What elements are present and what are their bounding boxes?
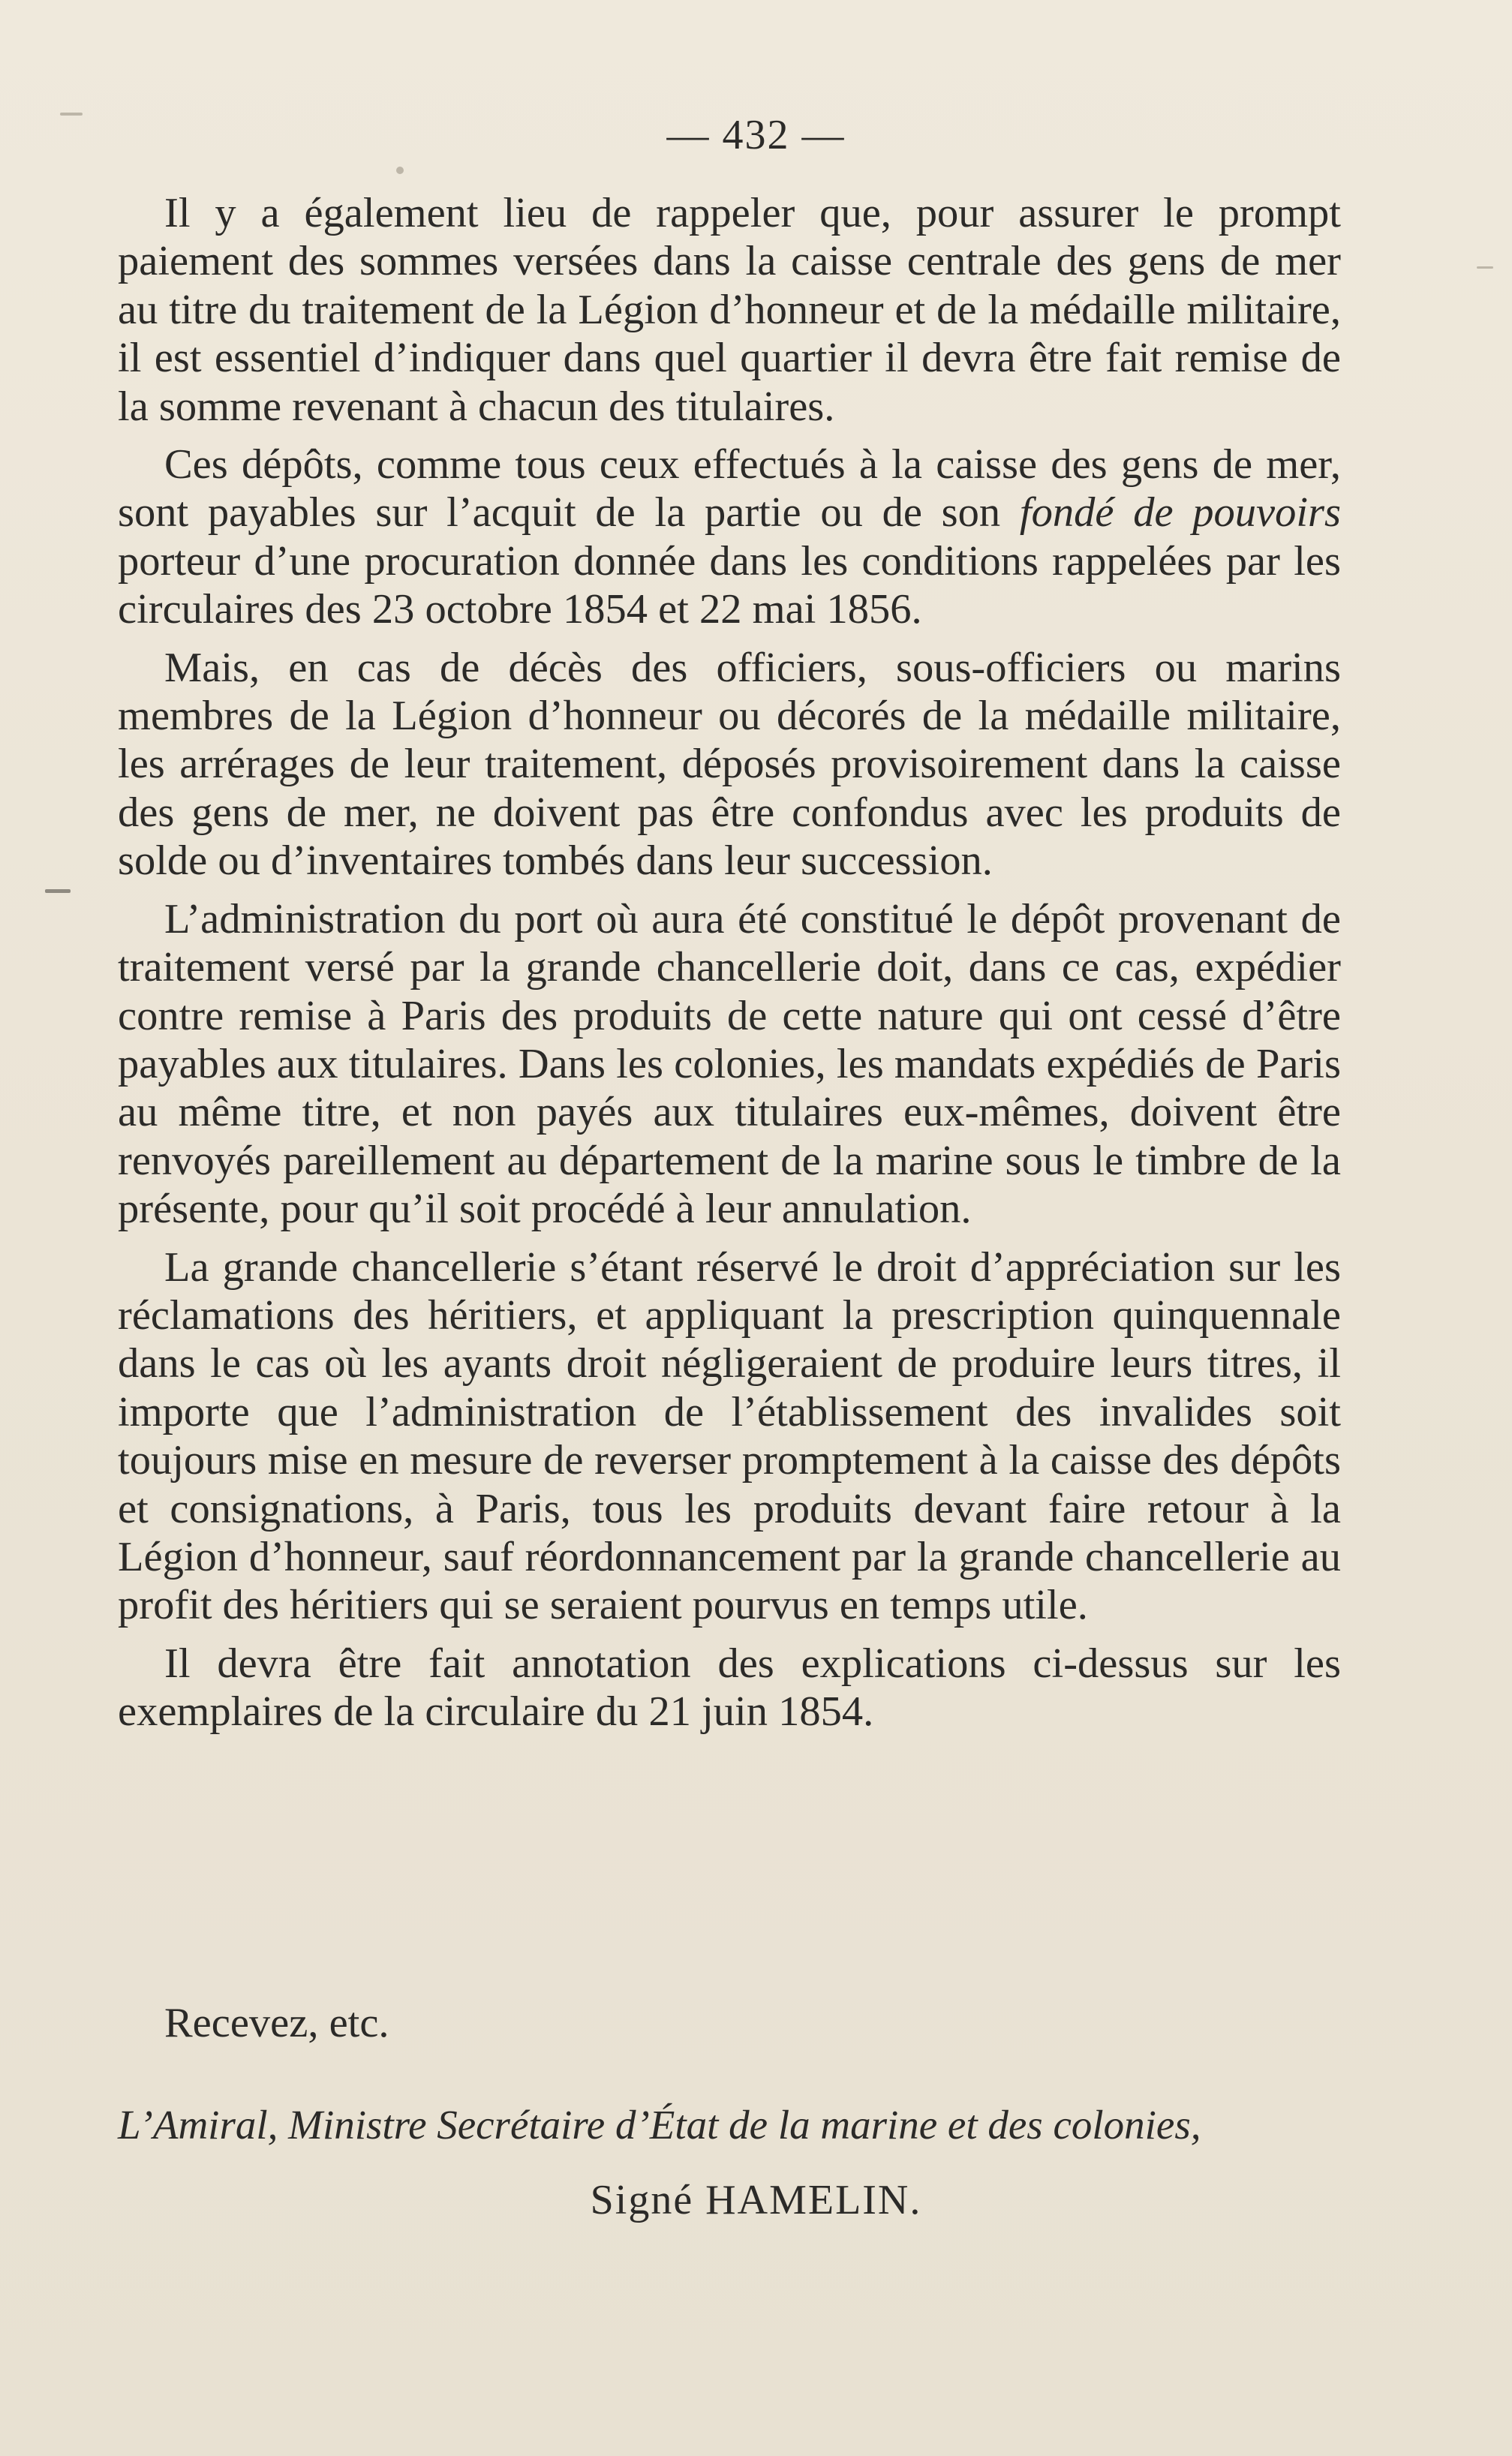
signatory-title: L’Amiral, Ministre Secrétaire d’État de la marine et des colonies,: [118, 2102, 1201, 2148]
paper-speck: [45, 889, 71, 893]
paragraph: L’administration du port où aura été constitué le dépôt provenant de traitement versé par la grande chancellerie doit, dans ce cas, expédier contre remise à Paris des produits de cette nature qui ont cessé d’être payables aux titulaires. Dans les colonies, les mandats expédiés de Paris au même titre, et non payés aux titulaires eux-mêmes, doivent être renvoyés pareillement au département de la marine sous le timbre de la présente, pour qu’il soit procédé à leur annulation.: [118, 895, 1341, 1233]
paragraph: Mais, en cas de décès des officiers, sous-officiers ou marins membres de la Légion d’honneur ou décorés de la médaille militaire, les arrérages de leur traitement, déposés provisoirement dans la caisse des gens de mer, ne doivent pas être confondus avec les produits de solde ou d’inventaires tombés dans leur succession.: [118, 644, 1341, 885]
paragraph-text: Ces dépôts, comme tous ceux effectués à la caisse des gens de mer, sont payables sur l’acquit de la partie ou de son: [118, 441, 1341, 537]
paper-speck: [1477, 266, 1493, 269]
paragraph: Il y a également lieu de rappeler que, pour assurer le prompt paiement des sommes versées dans la caisse centrale des gens de mer au titre du traitement de la Légion d’honneur et de la médaille militaire, il est essentiel d’indiquer dans quel quartier il devra être fait remise de la somme revenant à chacun des titulaires.: [118, 190, 1341, 430]
circular-body: [118, 189, 1341, 1746]
paragraph-italic-term: fondé de pouvoirs: [1019, 489, 1342, 537]
signature: Signé HAMELIN.: [590, 2177, 922, 2223]
salutation: Recevez, etc.: [164, 2000, 389, 2046]
paragraph: Il devra être fait annotation des explications ci-dessus sur les exemplaires de la circulaire du 21 juin 1854.: [118, 1640, 1341, 1736]
paragraph: La grande chancellerie s’étant réservé le droit d’appréciation sur les réclamations des héritiers, et appliquant la prescription quinquennale dans le cas où les ayants droit négligeraient de produire leurs titres, il importe que l’administration de l’établissement des invalides soit toujours mise en mesure de reverser promptement à la caisse des dépôts et consignations, à Paris, tous les produits devant faire retour à la Légion d’honneur, sauf réordonnancement par la grande chancellerie au profit des héritiers qui se seraient pourvus en temps utile.: [118, 1243, 1341, 1629]
page-number: — 432 —: [666, 112, 846, 158]
paper-speck: [396, 167, 404, 174]
paragraph: [118, 440, 1341, 634]
paragraph-text: porteur d’une procuration donnée dans les conditions rappelées par les circulaires des 23 octobre 1854 et 22 mai 1856.: [118, 537, 1341, 633]
